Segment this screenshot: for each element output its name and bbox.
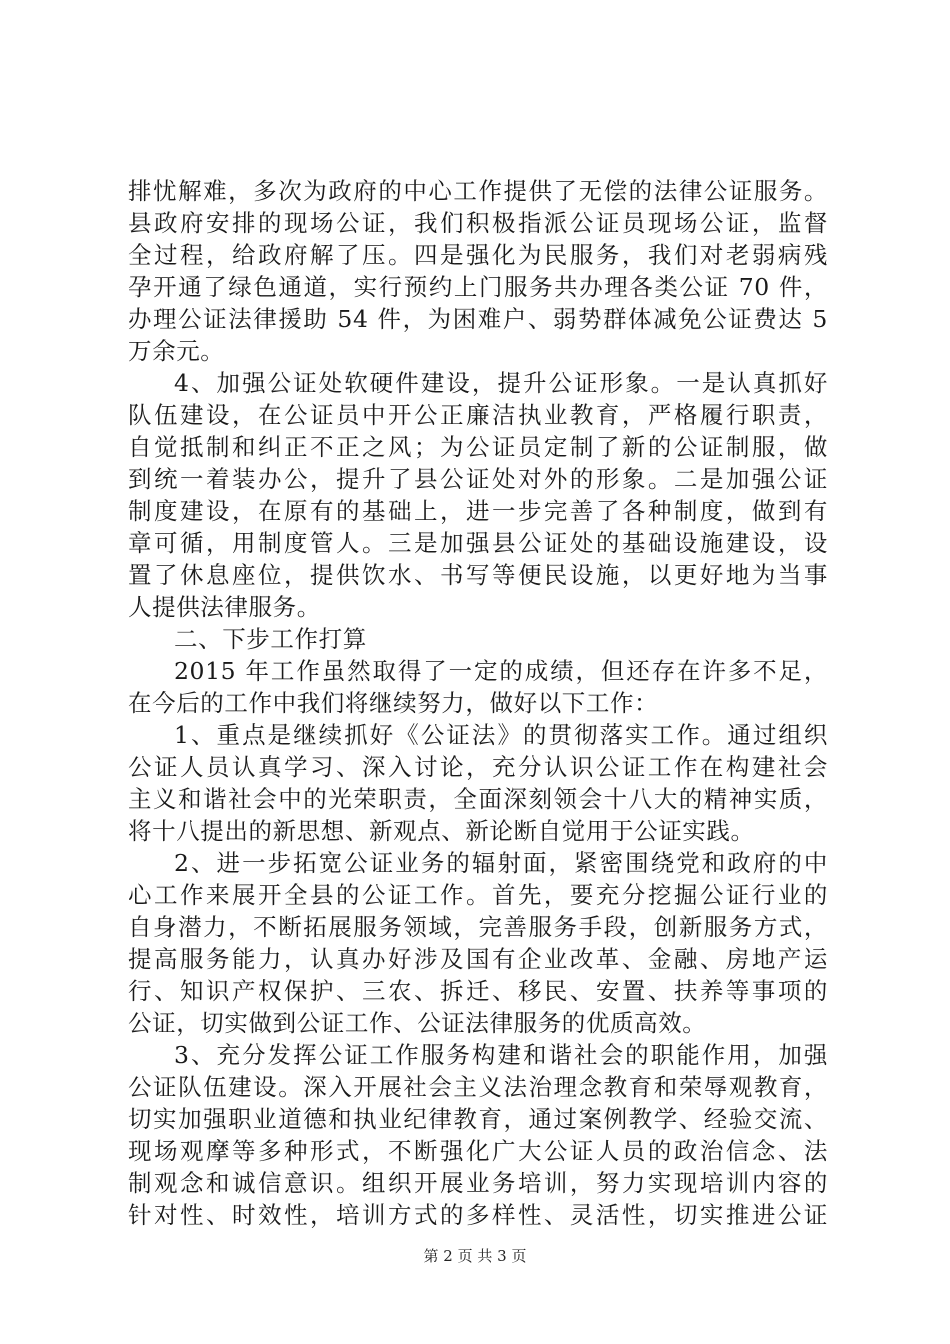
text-line: 队伍建设，在公证员中开公正廉洁执业教育，严格履行职责， bbox=[128, 401, 828, 429]
text-line: 公证人员认真学习、深入讨论，充分认识公证工作在构建社会 bbox=[128, 753, 828, 781]
paragraph-start: 2015 年工作虽然取得了一定的成绩，但还存在许多不足， bbox=[174, 657, 828, 685]
paragraph-start: 3、充分发挥公证工作服务构建和谐社会的职能作用，加强 bbox=[174, 1041, 828, 1069]
text-line: 现场观摩等多种形式，不断强化广大公证人员的政治信念、法 bbox=[128, 1137, 828, 1165]
text-line: 行、知识产权保护、三农、拆迁、移民、安置、扶养等事项的 bbox=[128, 977, 828, 1005]
paragraph-start: 4、加强公证处软硬件建设，提升公证形象。一是认真抓好 bbox=[174, 369, 828, 397]
text-line: 置了休息座位，提供饮水、书写等便民设施，以更好地为当事 bbox=[128, 561, 828, 589]
section-heading: 二、下步工作打算 bbox=[174, 625, 367, 653]
text-line: 心工作来展开全县的公证工作。首先，要充分挖掘公证行业的 bbox=[128, 881, 828, 909]
text-line: 排忧解难，多次为政府的中心工作提供了无偿的法律公证服务。 bbox=[128, 177, 828, 205]
text-line: 制度建设，在原有的基础上，进一步完善了各种制度，做到有 bbox=[128, 497, 828, 525]
paragraph-start: 1、重点是继续抓好《公证法》的贯彻落实工作。通过组织 bbox=[174, 721, 828, 749]
text-line: 章可循，用制度管人。三是加强县公证处的基础设施建设，设 bbox=[128, 529, 828, 557]
paragraph-start: 2、进一步拓宽公证业务的辐射面，紧密围绕党和政府的中 bbox=[174, 849, 828, 877]
page-number-footer: 第 2 页 共 3 页 bbox=[423, 1247, 527, 1265]
text-line: 公证队伍建设。深入开展社会主义法治理念教育和荣辱观教育， bbox=[128, 1073, 828, 1101]
text-line: 针对性、时效性，培训方式的多样性、灵活性，切实推进公证 bbox=[128, 1201, 828, 1229]
text-line: 主义和谐社会中的光荣职责，全面深刻领会十八大的精神实质， bbox=[128, 785, 828, 813]
text-line: 办理公证法律援助 54 件，为困难户、弱势群体减免公证费达 5 bbox=[128, 305, 828, 333]
text-line: 县政府安排的现场公证，我们积极指派公证员现场公证，监督 bbox=[128, 209, 828, 237]
text-line: 自觉抵制和纠正不正之风；为公证员定制了新的公证制服，做 bbox=[128, 433, 828, 461]
text-line: 人提供法律服务。 bbox=[128, 593, 321, 621]
text-line: 万余元。 bbox=[128, 337, 225, 365]
text-line: 到统一着装办公，提升了县公证处对外的形象。二是加强公证 bbox=[128, 465, 828, 493]
text-line: 在今后的工作中我们将继续努力，做好以下工作： bbox=[128, 689, 659, 717]
text-line: 将十八提出的新思想、新观点、新论断自觉用于公证实践。 bbox=[128, 817, 755, 845]
text-line: 切实加强职业道德和执业纪律教育，通过案例教学、经验交流、 bbox=[128, 1105, 828, 1133]
text-line: 全过程，给政府解了压。四是强化为民服务，我们对老弱病残 bbox=[128, 241, 828, 269]
text-line: 公证，切实做到公证工作、公证法律服务的优质高效。 bbox=[128, 1009, 707, 1037]
text-line: 制观念和诚信意识。组织开展业务培训，努力实现培训内容的 bbox=[128, 1169, 828, 1197]
text-line: 自身潜力，不断拓展服务领域，完善服务手段，创新服务方式， bbox=[128, 913, 828, 941]
text-line: 孕开通了绿色通道，实行预约上门服务共办理各类公证 70 件， bbox=[128, 273, 828, 301]
text-line: 提高服务能力，认真办好涉及国有企业改革、金融、房地产运 bbox=[128, 945, 828, 973]
